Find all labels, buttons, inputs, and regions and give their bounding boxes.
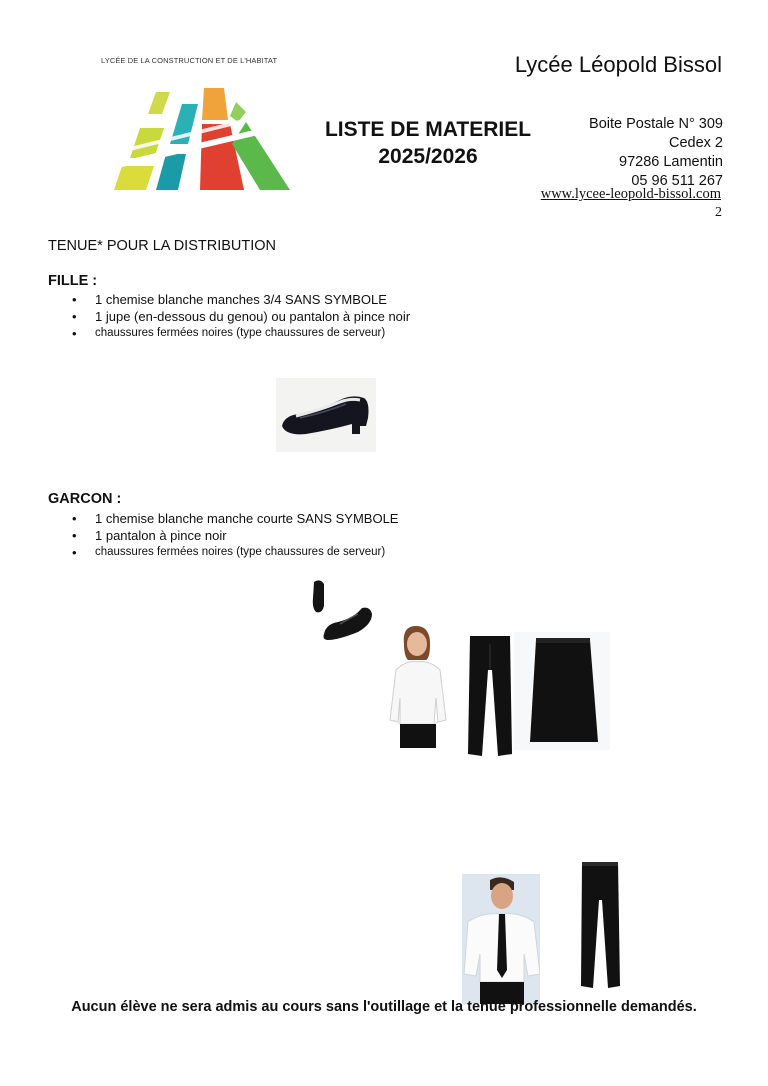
website-link[interactable]: www.lycee-leopold-bissol.com: [540, 186, 721, 202]
skirt-image: [514, 632, 610, 750]
school-address: [589, 115, 723, 191]
list-item: • chaussures fermées noires (type chaussures de serveur): [48, 325, 410, 342]
man-image: [462, 874, 540, 1004]
woman-image: [386, 624, 450, 750]
mens-shoes-image: [308, 578, 376, 644]
address-line-3: 97286 Lamentin: [619, 154, 723, 170]
list-item: • chaussures fermées noires (type chaussures de serveur): [48, 544, 398, 561]
school-logo: [112, 86, 292, 200]
school-tagline: LYCÉE DE LA CONSTRUCTION ET DE L'HABITAT: [101, 56, 278, 65]
phone-number: 05 96 511 267: [631, 173, 723, 189]
list-item: • 1 chemise blanche manches 3/4 SANS SYMBOLE: [48, 291, 410, 308]
garcon-title: GARCON :: [48, 491, 122, 507]
address-line-1: Boite Postale N° 309: [589, 116, 723, 132]
title-line-1: LISTE DE MATERIEL: [324, 118, 532, 141]
lycee-name: Lycée Léopold Bissol: [514, 52, 722, 77]
womens-shoe-image: [276, 378, 376, 452]
title-line-2: 2025/2026: [378, 145, 478, 168]
footer-note: Aucun élève ne sera admis au cours sans l'outillage et la tenue professionnelle demandés.: [71, 999, 697, 1015]
list-item: • 1 chemise blanche manche courte SANS SYMBOLE: [48, 510, 398, 527]
list-item: • 1 pantalon à pince noir: [48, 527, 398, 544]
list-item: • 1 jupe (en-dessous du genou) ou pantalon à pince noir: [48, 308, 410, 325]
address-line-2: Cedex 2: [668, 135, 723, 151]
section-heading: TENUE* POUR LA DISTRIBUTION: [48, 238, 277, 254]
womens-trousers-image: [464, 634, 518, 758]
garcon-list: [48, 510, 398, 561]
mens-trousers-image: [578, 860, 624, 990]
fille-list: [48, 291, 410, 342]
document-title: [300, 116, 556, 170]
page-number: 2: [715, 205, 722, 220]
fille-title: FILLE :: [48, 273, 98, 289]
